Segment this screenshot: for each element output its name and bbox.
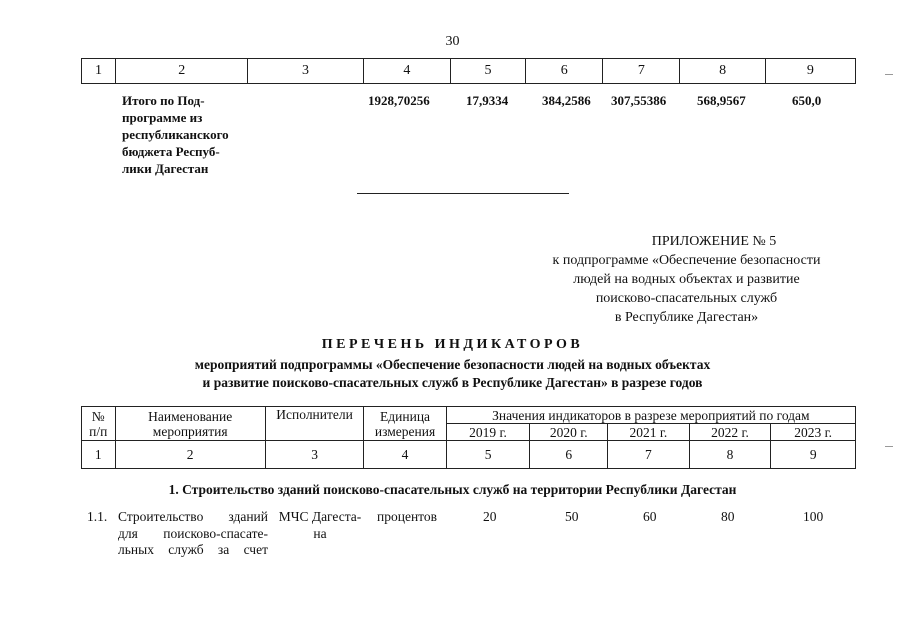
- header-unit: Единица измерения: [364, 407, 446, 441]
- top-column-numbers-table: [81, 58, 856, 84]
- row-value: 50: [565, 509, 579, 524]
- row-value: 60: [643, 509, 657, 524]
- col-number: 2: [116, 59, 248, 84]
- col-number: 9: [765, 59, 855, 84]
- total-value: 568,9567: [697, 93, 746, 108]
- header-values-group: Значения индикаторов в разрезе мероприятий по годам: [446, 407, 855, 424]
- header-year: 2021 г.: [608, 424, 690, 441]
- header-year: 2019 г.: [446, 424, 530, 441]
- separator-line: [357, 193, 569, 194]
- row-value: 20: [483, 509, 497, 524]
- header-name: Наименование мероприятия: [115, 407, 265, 441]
- col-number: 7: [608, 441, 690, 469]
- col-number: 5: [446, 441, 530, 469]
- header-year: 2023 г.: [771, 424, 856, 441]
- edge-mark: [885, 74, 893, 75]
- total-value: 384,2586: [542, 93, 591, 108]
- row-value: 100: [803, 509, 824, 524]
- header-year: 2020 г.: [530, 424, 608, 441]
- row-executor: МЧС Дагеста- на: [278, 509, 362, 541]
- col-number: 1: [82, 441, 116, 469]
- col-number: 6: [526, 59, 603, 84]
- total-value: 307,55386: [611, 93, 667, 108]
- header-year: 2022 г.: [689, 424, 771, 441]
- header-num: № п/п: [82, 407, 116, 441]
- total-value: 650,0: [792, 93, 822, 108]
- col-number: 9: [771, 441, 856, 469]
- col-number: 2: [115, 441, 265, 469]
- document-subtitle: мероприятий подпрограммы «Обеспечение безопасности людей на водных объектах и развитие поисково-спасательных служб в Республике Дагестан» в разрезе годов: [194, 357, 711, 390]
- section-heading: 1. Строительство зданий поисково-спасательных служб на территории Республики Дагестан: [168, 482, 737, 497]
- col-number: 1: [82, 59, 116, 84]
- indicators-table: [81, 406, 856, 469]
- col-number: 8: [689, 441, 771, 469]
- col-number: 8: [680, 59, 765, 84]
- col-number: 7: [603, 59, 680, 84]
- col-number: 3: [265, 441, 363, 469]
- row-name: Строительство зданий для поисково-спасате- льных служб за счет: [118, 509, 268, 557]
- document-title: ПЕРЕЧЕНЬ ИНДИКАТОРОВ: [321, 337, 584, 352]
- edge-mark: [885, 446, 893, 447]
- total-value: 17,9334: [466, 93, 509, 108]
- row-number: 1.1.: [87, 509, 108, 524]
- col-number: 4: [364, 441, 446, 469]
- col-number: 4: [363, 59, 450, 84]
- col-number: 3: [248, 59, 363, 84]
- row-unit: процентов: [377, 509, 438, 524]
- appendix-heading: ПРИЛОЖЕНИЕ № 5 к подпрограмме «Обеспечение безопасности людей на водных объектах и развитие поисково-спасательных служб в Республике Дагестан»: [552, 234, 821, 325]
- page-number: 30: [445, 34, 460, 49]
- header-executors: Исполнители: [265, 407, 363, 441]
- row-value: 80: [721, 509, 735, 524]
- col-number: 6: [530, 441, 608, 469]
- total-value: 1928,70256: [368, 93, 430, 108]
- col-number: 5: [450, 59, 525, 84]
- totals-label: Итого по Под- программе из республиканского бюджета Респуб- лики Дагестан: [122, 93, 229, 176]
